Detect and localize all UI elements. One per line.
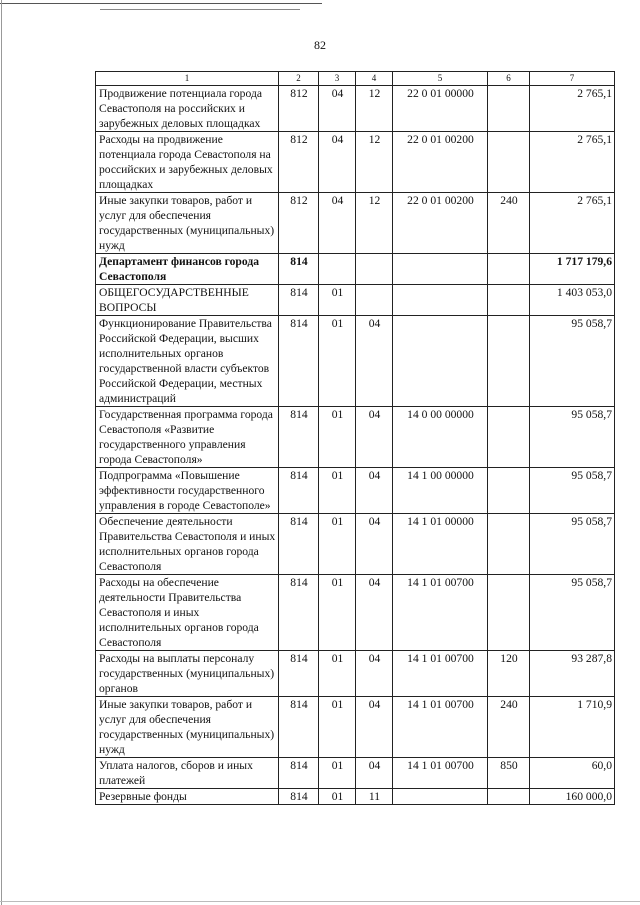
amount-cell: 93 287,8 — [530, 651, 615, 697]
section-code-cell: 01 — [319, 316, 356, 407]
ministry-code-cell: 814 — [279, 651, 319, 697]
target-article-cell — [393, 789, 488, 805]
subsection-code-cell: 12 — [356, 193, 393, 254]
amount-cell: 95 058,7 — [530, 407, 615, 468]
amount-cell: 2 765,1 — [530, 193, 615, 254]
subsection-code-cell: 04 — [356, 514, 393, 575]
section-code-cell: 01 — [319, 514, 356, 575]
row-name-cell: Иные закупки товаров, работ и услуг для обеспечения государственных (муниципальных) нужд — [96, 193, 279, 254]
ministry-code-cell: 814 — [279, 468, 319, 514]
table-row — [96, 468, 615, 514]
ministry-code-cell: 814 — [279, 407, 319, 468]
amount-cell: 95 058,7 — [530, 514, 615, 575]
ministry-code-cell: 814 — [279, 697, 319, 758]
subsection-code-cell — [356, 285, 393, 316]
subsection-code-cell — [356, 254, 393, 285]
subsection-code-cell: 04 — [356, 407, 393, 468]
table-row — [96, 316, 615, 407]
bottom-scan-edge — [0, 901, 640, 902]
section-code-cell: 01 — [319, 651, 356, 697]
subsection-code-cell: 12 — [356, 86, 393, 132]
subsection-code-cell: 12 — [356, 132, 393, 193]
section-code-cell: 01 — [319, 789, 356, 805]
table-body — [96, 86, 615, 805]
row-name-cell: Продвижение потенциала города Севастополя на российских и зарубежных деловых площадках — [96, 86, 279, 132]
target-article-cell: 14 1 00 00000 — [393, 468, 488, 514]
amount-cell: 60,0 — [530, 758, 615, 789]
target-article-cell — [393, 254, 488, 285]
expense-type-cell: 120 — [488, 651, 530, 697]
row-name-cell: Уплата налогов, сборов и иных платежей — [96, 758, 279, 789]
amount-cell: 95 058,7 — [530, 575, 615, 651]
target-article-cell: 14 1 01 00700 — [393, 758, 488, 789]
target-article-cell: 14 1 01 00700 — [393, 575, 488, 651]
page-number: 82 — [314, 38, 326, 52]
row-name-cell: Расходы на продвижение потенциала города Севастополя на российских и зарубежных деловых площадках — [96, 132, 279, 193]
expense-type-cell: 240 — [488, 193, 530, 254]
table-row — [96, 132, 615, 193]
section-code-cell: 01 — [319, 758, 356, 789]
subsection-code-cell: 04 — [356, 468, 393, 514]
target-article-cell: 14 1 01 00700 — [393, 651, 488, 697]
amount-cell: 1 717 179,6 — [530, 254, 615, 285]
subsection-code-cell: 11 — [356, 789, 393, 805]
ministry-code-cell: 814 — [279, 254, 319, 285]
amount-cell: 2 765,1 — [530, 86, 615, 132]
target-article-cell: 14 1 01 00000 — [393, 514, 488, 575]
table-row — [96, 86, 615, 132]
target-article-cell — [393, 285, 488, 316]
expense-type-cell — [488, 254, 530, 285]
column-header: 5 — [393, 72, 488, 86]
row-name-cell: Функционирование Правительства Российской Федерации, высших исполнительных органов государственной власти субъектов Российской Федерации, местных администраций — [96, 316, 279, 407]
target-article-cell: 22 0 01 00200 — [393, 132, 488, 193]
target-article-cell: 14 0 00 00000 — [393, 407, 488, 468]
table-row — [96, 758, 615, 789]
section-code-cell: 04 — [319, 86, 356, 132]
subsection-code-cell: 04 — [356, 316, 393, 407]
section-code-cell: 01 — [319, 697, 356, 758]
table-row — [96, 697, 615, 758]
section-code-cell: 04 — [319, 193, 356, 254]
expense-type-cell — [488, 514, 530, 575]
subsection-code-cell: 04 — [356, 651, 393, 697]
ministry-code-cell: 814 — [279, 316, 319, 407]
table-row — [96, 193, 615, 254]
target-article-cell: 14 1 01 00700 — [393, 697, 488, 758]
amount-cell: 2 765,1 — [530, 132, 615, 193]
expense-type-cell: 240 — [488, 697, 530, 758]
table-header-row — [96, 72, 615, 86]
subsection-code-cell: 04 — [356, 697, 393, 758]
expense-type-cell — [488, 86, 530, 132]
column-header: 3 — [319, 72, 356, 86]
table-row — [96, 651, 615, 697]
row-name-cell: ОБЩЕГОСУДАРСТВЕННЫЕ ВОПРОСЫ — [96, 285, 279, 316]
expense-type-cell: 850 — [488, 758, 530, 789]
section-code-cell: 01 — [319, 407, 356, 468]
row-name-cell: Расходы на обеспечение деятельности Правительства Севастополя и иных исполнительных органов города Севастополя — [96, 575, 279, 651]
target-article-cell: 22 0 01 00200 — [393, 193, 488, 254]
section-code-cell: 01 — [319, 575, 356, 651]
expense-type-cell — [488, 407, 530, 468]
expense-type-cell — [488, 468, 530, 514]
row-name-cell: Резервные фонды — [96, 789, 279, 805]
ministry-code-cell: 814 — [279, 285, 319, 316]
top-scan-rule — [0, 3, 322, 4]
table-row — [96, 789, 615, 805]
ministry-code-cell: 814 — [279, 514, 319, 575]
table-row — [96, 407, 615, 468]
amount-cell: 95 058,7 — [530, 468, 615, 514]
table-row — [96, 514, 615, 575]
ministry-code-cell: 812 — [279, 86, 319, 132]
column-header: 7 — [530, 72, 615, 86]
amount-cell: 1 710,9 — [530, 697, 615, 758]
ministry-code-cell: 814 — [279, 758, 319, 789]
expense-type-cell — [488, 132, 530, 193]
amount-cell: 1 403 053,0 — [530, 285, 615, 316]
column-header: 6 — [488, 72, 530, 86]
column-header: 2 — [279, 72, 319, 86]
section-code-cell: 01 — [319, 468, 356, 514]
row-name-cell: Обеспечение деятельности Правительства Севастополя и иных исполнительных органов города Севастополя — [96, 514, 279, 575]
section-code-cell: 01 — [319, 285, 356, 316]
ministry-code-cell: 814 — [279, 575, 319, 651]
budget-table — [95, 71, 615, 805]
target-article-cell — [393, 316, 488, 407]
table-row — [96, 575, 615, 651]
target-article-cell: 22 0 01 00000 — [393, 86, 488, 132]
table-row — [96, 254, 615, 285]
table-row — [96, 285, 615, 316]
amount-cell: 160 000,0 — [530, 789, 615, 805]
row-name-cell: Иные закупки товаров, работ и услуг для обеспечения государственных (муниципальных) нужд — [96, 697, 279, 758]
ministry-code-cell: 814 — [279, 789, 319, 805]
expense-type-cell — [488, 316, 530, 407]
subsection-code-cell: 04 — [356, 575, 393, 651]
section-code-cell: 04 — [319, 132, 356, 193]
row-name-cell: Департамент финансов города Севастополя — [96, 254, 279, 285]
expense-type-cell — [488, 789, 530, 805]
subsection-code-cell: 04 — [356, 758, 393, 789]
ministry-code-cell: 812 — [279, 193, 319, 254]
row-name-cell: Подпрограмма «Повышение эффективности государственного управления в городе Севастополе» — [96, 468, 279, 514]
amount-cell: 95 058,7 — [530, 316, 615, 407]
row-name-cell: Расходы на выплаты персоналу государственных (муниципальных) органов — [96, 651, 279, 697]
ministry-code-cell: 812 — [279, 132, 319, 193]
column-header: 4 — [356, 72, 393, 86]
left-scan-edge — [1, 0, 2, 905]
section-code-cell — [319, 254, 356, 285]
top-scan-rule-secondary — [100, 9, 300, 10]
row-name-cell: Государственная программа города Севастополя «Развитие государственного управления города Севастополя» — [96, 407, 279, 468]
expense-type-cell — [488, 575, 530, 651]
column-header: 1 — [96, 72, 279, 86]
expense-type-cell — [488, 285, 530, 316]
